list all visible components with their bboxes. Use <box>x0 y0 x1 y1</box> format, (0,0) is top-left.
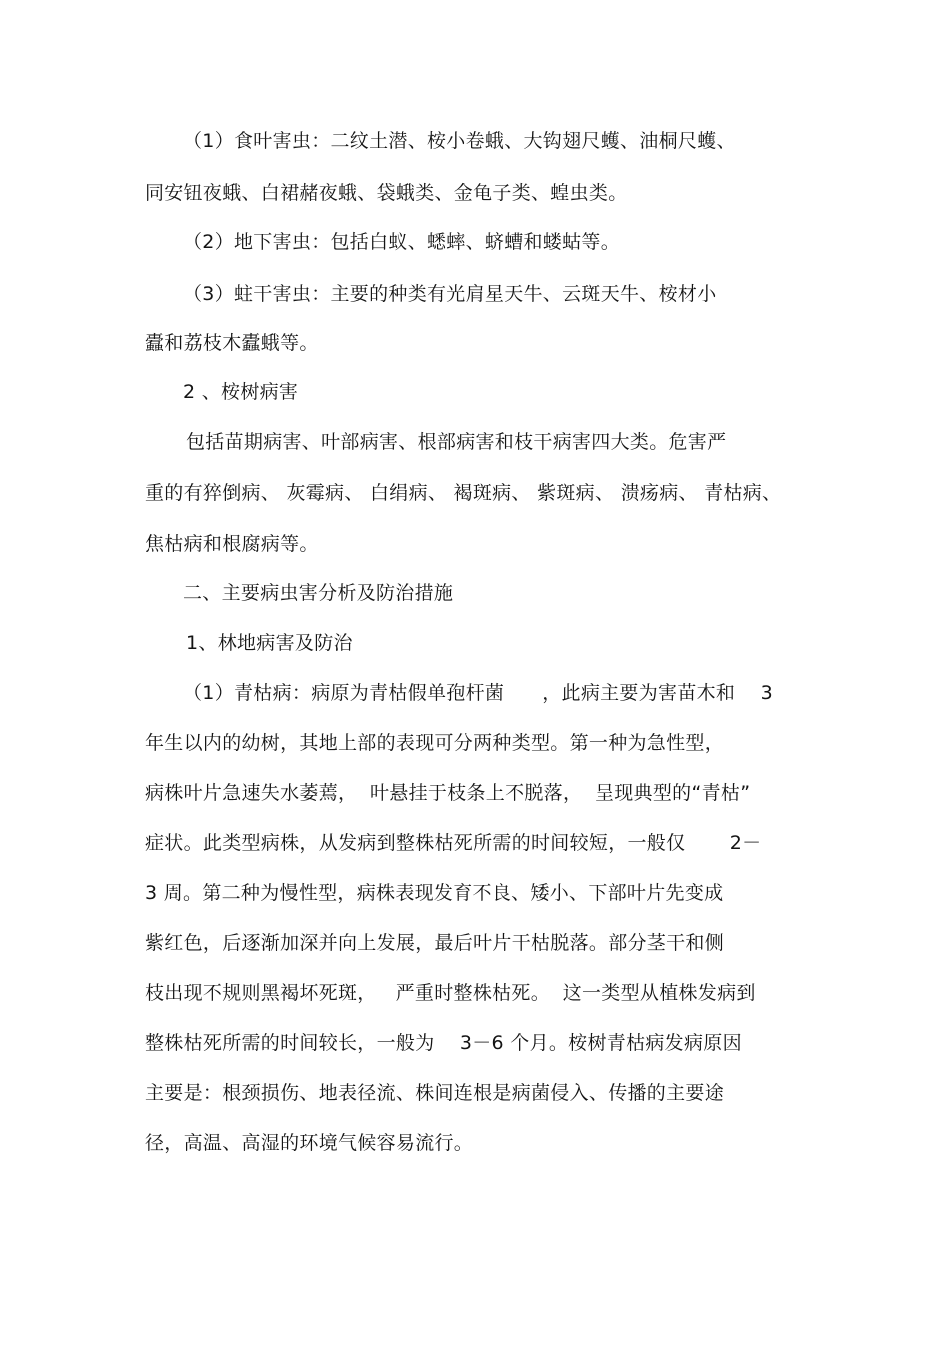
section-heading: 2 、桉树病害 <box>183 381 299 403</box>
text-line: 症状。此类型病株，从发病到整株枯死所需的时间较短，一般仅 2－ <box>145 832 762 854</box>
text-line: 紫红色，后逐渐加深并向上发展，最后叶片干枯脱落。部分茎干和侧 <box>145 932 725 954</box>
text-line: 径，高温、高湿的环境气候容易流行。 <box>145 1132 474 1154</box>
text-line: 病株叶片急速失水萎蔫， 叶悬挂于枝条上不脱落， 呈现典型的“青枯” <box>145 782 751 804</box>
text-line: 同安钮夜蛾、白裙赭夜蛾、袋蛾类、金龟子类、蝗虫类。 <box>145 182 628 204</box>
text-line: 枝出现不规则黑褐坏死斑， 严重时整株枯死。 这一类型从植株发病到 <box>145 982 756 1004</box>
text-line: 主要是：根颈损伤、地表径流、株间连根是病菌侵入、传播的主要途 <box>145 1082 725 1104</box>
text-line: （1）食叶害虫：二纹土潜、桉小卷蛾、大钩翅尺蠖、油桐尺蠖、 <box>183 130 736 152</box>
text-line: 3 周。第二种为慢性型，病株表现发育不良、矮小、下部叶片先变成 <box>145 882 724 904</box>
text-line: （1）青枯病：病原为青枯假单孢杆菌 ，此病主要为害苗木和 3 <box>183 682 773 704</box>
text-line: （3）蛀干害虫：主要的种类有光肩星天牛、云斑天牛、桉材小 <box>183 283 717 305</box>
text-line: 重的有猝倒病、 灰霉病、 白绢病、 褐斑病、 紫斑病、 溃疡病、 青枯病、 <box>145 482 782 504</box>
text-line: （2）地下害虫：包括白蚁、蟋蟀、蛴螬和蝼蛄等。 <box>183 231 620 253</box>
text-line: 蠹和荔枝木蠹蛾等。 <box>145 332 319 354</box>
text-line: 焦枯病和根腐病等。 <box>145 533 319 555</box>
section-heading: 二、主要病虫害分析及防治措施 <box>183 582 454 604</box>
text-line: 年生以内的幼树，其地上部的表现可分两种类型。第一种为急性型， <box>145 732 725 754</box>
text-line: 整株枯死所需的时间较长，一般为 3－6 个月。桉树青枯病发病原因 <box>145 1032 742 1054</box>
section-heading: 1、林地病害及防治 <box>186 632 353 654</box>
text-line: 包括苗期病害、叶部病害、根部病害和枝干病害四大类。危害严 <box>186 431 727 453</box>
